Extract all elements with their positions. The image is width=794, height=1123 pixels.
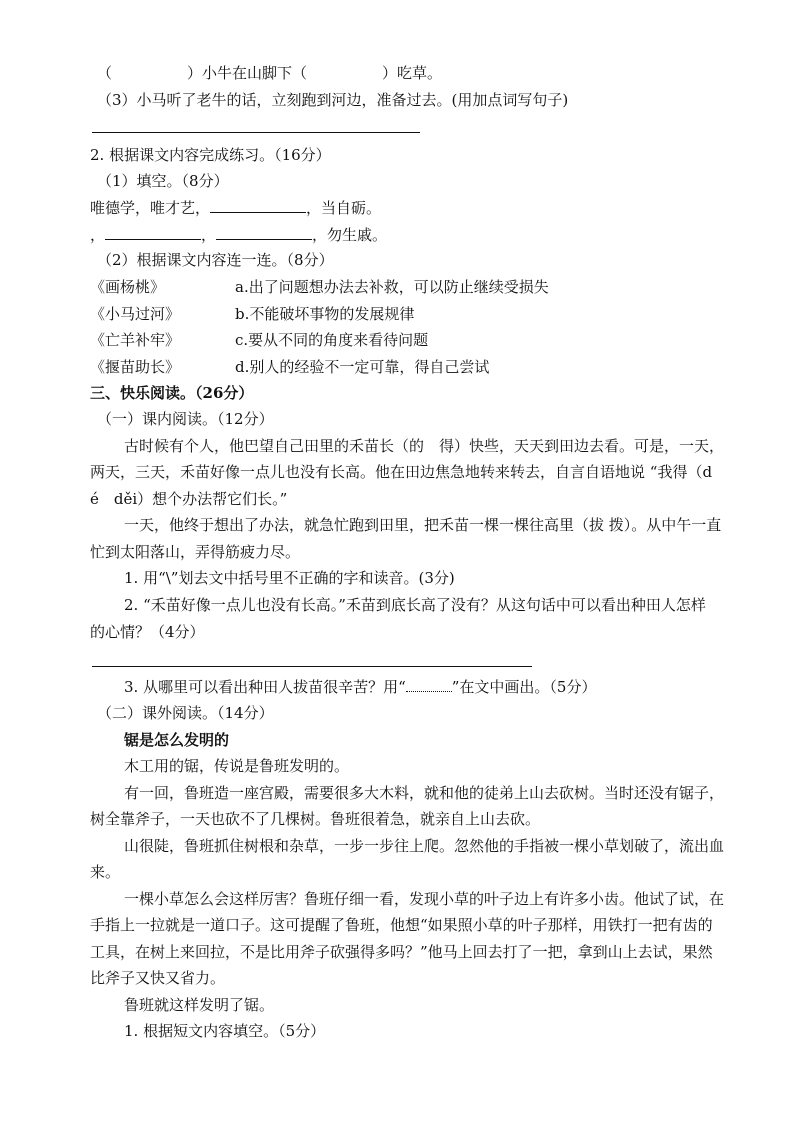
fill-blank-sentence: （ ）小牛在山脚下（ ）吃草。 — [97, 64, 443, 82]
question-2-title: 2. 根据课文内容完成练习。（16分） — [90, 146, 331, 164]
answer-blank[interactable] — [105, 224, 201, 240]
story-line: 鲁班就这样发明了锯。 — [124, 996, 275, 1014]
story-line: 来。 — [90, 863, 121, 881]
story-title: 锯是怎么发明的 — [124, 731, 230, 749]
story-line: 比斧子又快又省力。 — [90, 969, 226, 987]
story-line: 木工用的锯，传说是鲁班发明的。 — [124, 757, 350, 775]
match-left-item: 《亡羊补牢》 — [90, 331, 181, 349]
story-line: 树全靠斧子，一天也砍不了几棵树。鲁班很着急，就亲自上山去砍。 — [90, 810, 541, 828]
passage-line: 忙到太阳落山，弄得筋疲力尽。 — [90, 543, 301, 561]
story-line: 有一回，鲁班造一座宫殿，需要很多大木料，就和他的徒弟上山去砍树。当时还没有锯子， — [124, 784, 725, 802]
match-right-item: a.出了问题想办法去补救，可以防止继续受损失 — [235, 278, 549, 296]
passage-line: 两天，三天，禾苗好像一点儿也没有长高。他在田边焦急地转来转去，自言自语地说 “我得（d — [90, 463, 713, 481]
answer-blank[interactable] — [210, 197, 306, 213]
answer-line[interactable] — [92, 132, 420, 133]
reading-part-1-title: （一）课内阅读。（12分） — [97, 410, 274, 428]
story-line: 一棵小草怎么会这样厉害？鲁班仔细一看，发现小草的叶子边上有许多小齿。他试了试，在 — [124, 890, 725, 908]
passage-line: 古时候有个人，他巴望自己田里的禾苗长（的 得）快些，天天到田边去看。可是，一天， — [124, 437, 725, 455]
story-question-1: 1. 根据短文内容填空。（5分） — [124, 1022, 326, 1040]
story-line: 工具，在树上来回拉，不是比用斧子砍强得多吗？”他马上回去打了一把，拿到山上去试，果然 — [90, 943, 713, 961]
match-right-item: c.要从不同的角度来看待问题 — [235, 331, 429, 349]
reading-question-3: 3. 从哪里可以看出种田人拔苗很辛苦？用“ ”在文中画出。（5分） — [124, 678, 597, 696]
reading-question-1: 1. 用“\”划去文中括号里不正确的字和读音。(3分) — [124, 569, 455, 587]
match-left-item: 《揠苗助长》 — [90, 358, 181, 376]
fill-line-1: 唯德学，唯才艺， ，当自砺。 — [90, 199, 382, 217]
answer-line[interactable] — [92, 666, 532, 667]
match-right-item: b.不能破坏事物的发展规律 — [235, 305, 415, 323]
reading-question-2: 2. “禾苗好像一点儿也没有长高。”禾苗到底长高了没有？从这句话中可以看出种田人怎样 — [124, 596, 706, 614]
match-left-item: 《小马过河》 — [90, 305, 181, 323]
story-line: 手指上一拉就是一道口子。这可提醒了鲁班，他想“如果照小草的叶子那样，用铁打一把有齿的 — [90, 916, 713, 934]
question-2-sub2: （2）根据课文内容连一连。（8分） — [97, 251, 334, 269]
match-right-item: d.别人的经验不一定可靠，得自己尝试 — [235, 358, 490, 376]
section-3-title: 三、快乐阅读。（26分） — [90, 384, 254, 402]
passage-line: é děi）想个办法帮它们长。” — [90, 490, 288, 508]
passage-line: 一天，他终于想出了办法，就急忙跑到田里，把禾苗一棵一棵往高里（拔 拨）。从中午一直 — [124, 516, 722, 534]
reading-question-2-cont: 的心情？（4分） — [90, 623, 205, 641]
fill-line-2: ， ， ，勿生戚。 — [90, 226, 388, 244]
question-item-3: （3）小马听了老牛的话，立刻跑到河边，准备过去。(用加点词写句子) — [97, 91, 569, 109]
story-line: 山很陡，鲁班抓住树根和杂草，一步一步往上爬。忽然他的手指被一棵小草划破了，流出血 — [124, 837, 725, 855]
match-left-item: 《画杨桃》 — [90, 278, 166, 296]
reading-part-2-title: （二）课外阅读。（14分） — [97, 704, 274, 722]
wavy-line-symbol — [406, 679, 452, 692]
answer-blank[interactable] — [216, 224, 312, 240]
question-2-sub1: （1）填空。（8分） — [97, 172, 229, 190]
